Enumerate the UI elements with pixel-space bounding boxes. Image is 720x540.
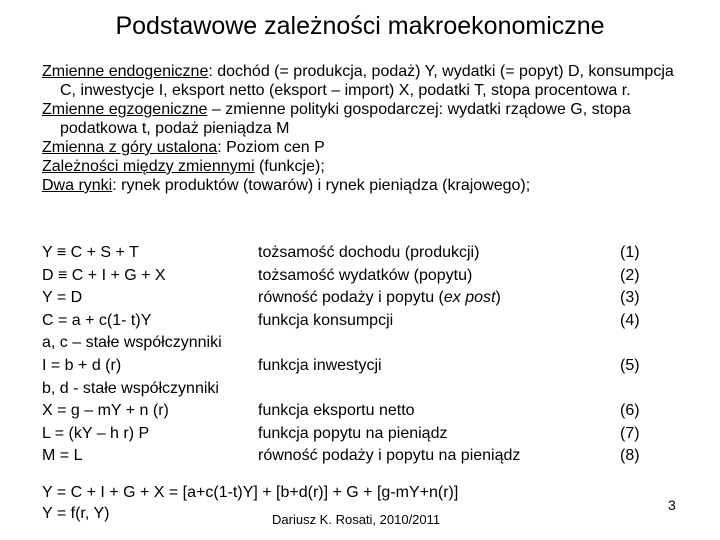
description: funkcja popytu na pieniądz [258, 424, 448, 442]
definition-text: – zmienne polityki gospodarczej: wydatki rządowe G, stopa podatkowa t, podaż pieniądza M [60, 101, 631, 137]
description: funkcja konsumpcji [258, 311, 394, 329]
definition-text: : Poziom cen P [217, 139, 325, 156]
term: Zależności między zmiennymi [42, 158, 255, 175]
formula: L = (kY – h r) P [42, 424, 150, 442]
description: tożsamość dochodu (produkcji) [258, 244, 480, 261]
term: Zmienne egzogeniczne [42, 101, 208, 118]
term: Zmienne endogeniczne [42, 63, 209, 80]
description-end: ) [495, 289, 501, 307]
description [258, 287, 501, 310]
definition-fixed [42, 138, 692, 157]
intro-definitions [42, 62, 692, 195]
equation-number: (5) [620, 356, 640, 374]
equation-number: (3) [620, 289, 640, 307]
equation-number: (8) [620, 447, 640, 465]
author-footer: Dariusz K. Rosati, 2010/2011 [272, 512, 441, 527]
description: funkcja inwestycji [258, 356, 382, 374]
term: Zmienna z góry ustalona [42, 139, 218, 156]
definition-relations [42, 157, 692, 176]
equation-number: (6) [620, 402, 640, 420]
definition-text: (funkcje); [254, 158, 325, 175]
formula: a, c – stałe współczynniki [42, 334, 222, 352]
slide-title: Podstawowe zależności makroekonomiczne [115, 12, 605, 40]
formula: b, d - stałe współczynniki [42, 379, 219, 397]
equation-number: (1) [620, 244, 640, 261]
definition-markets [42, 176, 692, 195]
term: Dwa rynki [42, 177, 113, 194]
formula: C = a + c(1- t)Y [42, 311, 152, 329]
definition-exogenous [42, 100, 692, 138]
definition-text: : rynek produktów (towarów) i rynek pieniądza (krajowego); [112, 177, 531, 194]
description-text: równość podaży i popytu ( [258, 289, 444, 307]
formula: I = b + d (r) [42, 356, 122, 374]
description: funkcja eksportu netto [258, 402, 415, 420]
summary-line: Y = f(r, Y) [42, 505, 110, 522]
equation-number: (7) [620, 424, 640, 442]
formula: Y ≡ C + S + T [42, 244, 139, 261]
equation-number: (4) [620, 311, 640, 329]
page-number: 3 [668, 497, 676, 513]
formula: M = L [42, 447, 83, 465]
formula: D ≡ C + I + G + X [42, 266, 166, 284]
summary-line: Y = C + I + G + X = [a+c(1-t)Y] + [b+d(r)] + G + [g-mY+n(r)] [42, 484, 459, 501]
equation-number: (2) [620, 266, 640, 284]
formula: Y = D [42, 289, 83, 307]
description: równość podaży i popytu na pieniądz [258, 447, 521, 465]
description: tożsamość wydatków (popytu) [258, 266, 473, 284]
formula: X = g – mY + n (r) [42, 402, 169, 420]
description-italic: ex post [443, 289, 496, 307]
definition-endogenous [42, 62, 692, 100]
definition-text: : dochód (= produkcja, podaż) Y, wydatki (= popyt) D, konsumpcja C, inwestycje I, eksport netto (eksport – import) X, podatki T, stopa procentowa r. [60, 63, 674, 99]
